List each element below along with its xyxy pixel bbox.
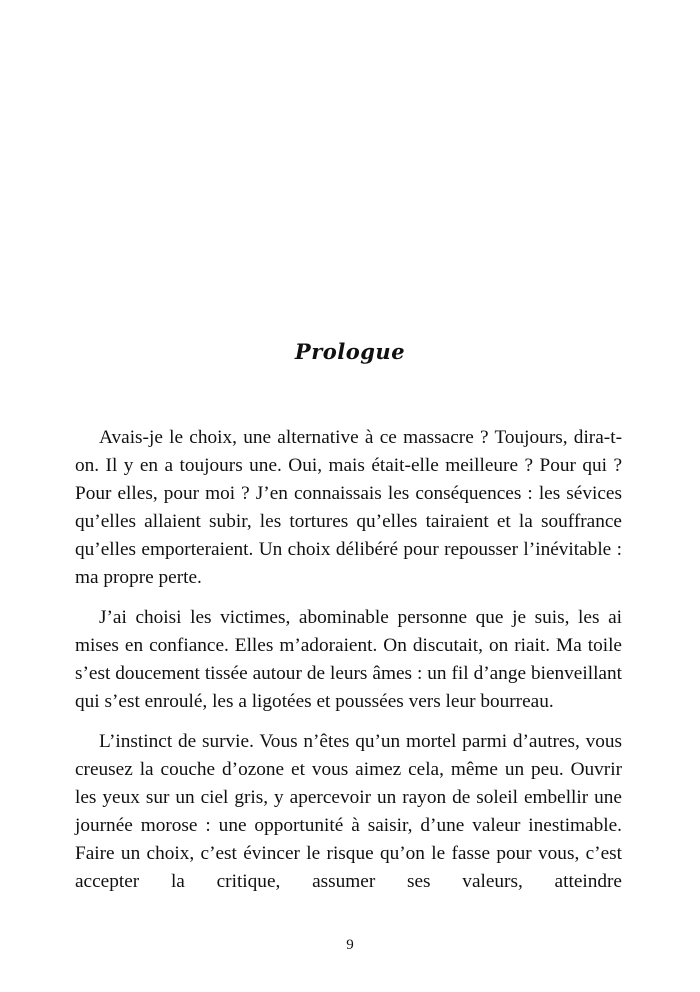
paragraph-1: Avais-je le choix, une alternative à ce massacre ? Toujours, dira-t-on. Il y en a toujours une. Oui, mais était-elle meilleure ? Pour qui ? Pour elles, pour moi ? J’en connaissais les conséquences : les sévices qu’elles allaient subir, les tortures qu’elles tairaient et la souffrance qu’elles emporteraient. Un choix délibéré pour repousser l’inévitable : ma propre perte. bbox=[75, 427, 622, 588]
paragraph-2: J’ai choisi les victimes, abominable personne que je suis, les ai mises en confiance. Elles m’adoraient. On discutait, on riait. Ma toile s’est doucement tissée autour de leurs âmes : un fil d’ange bienveillant qui s’est enroulé, les a ligotées et poussées vers leur bourreau. bbox=[75, 607, 622, 712]
prologue-body bbox=[75, 424, 622, 908]
page-number: 9 bbox=[346, 937, 354, 953]
chapter-title: Prologue bbox=[294, 339, 406, 364]
paragraph-3: L’instinct de survie. Vous n’êtes qu’un mortel parmi d’autres, vous creusez la couche d’ozone et vous aimez cela, même un peu. Ouvrir les yeux sur un ciel gris, y apercevoir un rayon de soleil embellir une journée morose : une opportunité à saisir, d’une valeur inestimable. Faire un choix, c’est évincer le risque qu’on le fasse pour vous, c’est accepter la critique, assumer ses valeurs, atteindre bbox=[75, 731, 622, 892]
